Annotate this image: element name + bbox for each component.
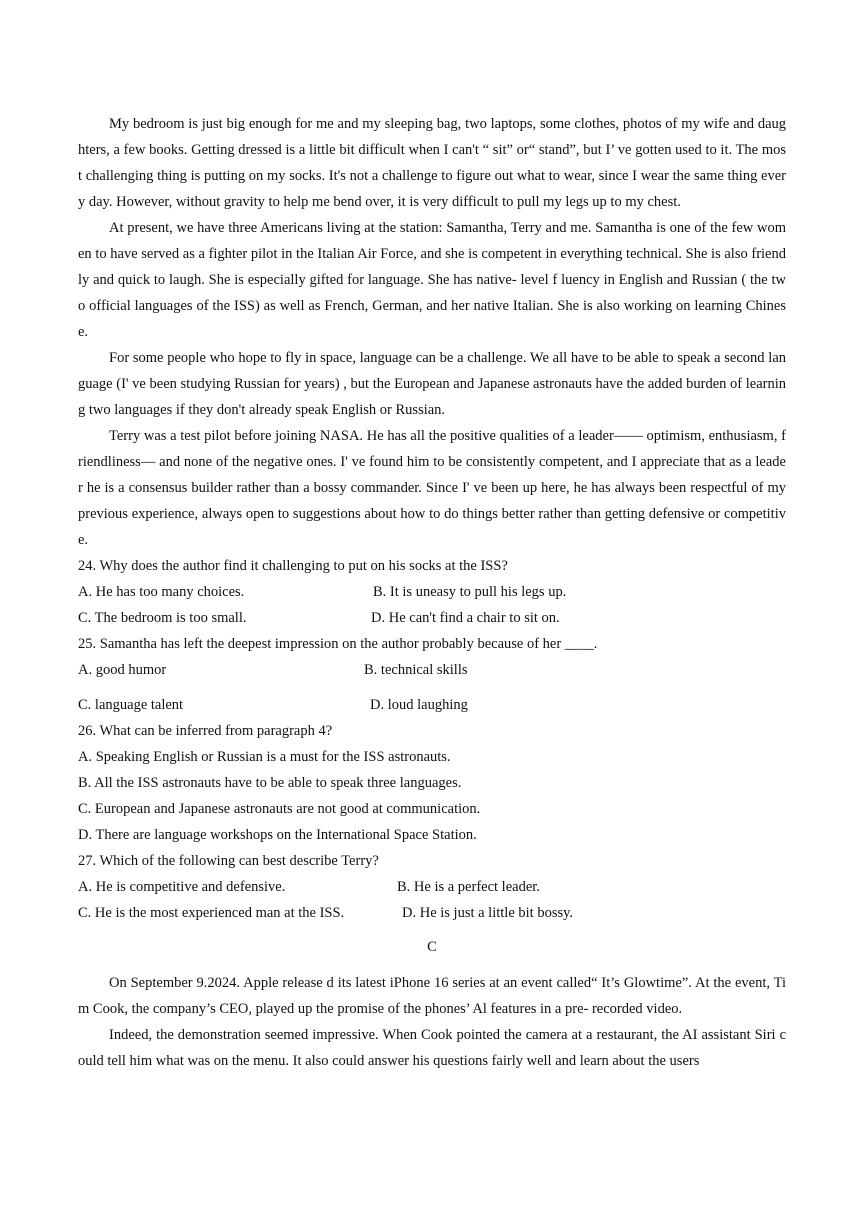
- section-label-c: C: [427, 939, 437, 955]
- passage-c: [78, 970, 786, 1074]
- option-row: [78, 900, 786, 926]
- option-a: A. He is competitive and defensive.: [78, 879, 286, 895]
- question-stem: 24. Why does the author find it challenging to put on his socks at the ISS?: [78, 558, 508, 574]
- option-c: C. He is the most experienced man at the ISS.: [78, 905, 345, 921]
- option-a: A. Speaking English or Russian is a must for the ISS astronauts.: [78, 749, 451, 765]
- option-row: [78, 579, 786, 605]
- paragraph-2: Indeed, the demonstration seemed impressive. When Cook pointed the camera at a restaurant, the AI assistant Siri could tell him what was on the menu. It also could answer his questions fairly well and learn about the users: [78, 1027, 786, 1069]
- question-stem: 25. Samantha has left the deepest impression on the author probably because of her ____.: [78, 636, 598, 652]
- option-a: A. He has too many choices.: [78, 584, 245, 600]
- option-b: B. It is uneasy to pull his legs up.: [373, 584, 567, 600]
- option-row: [78, 605, 786, 631]
- option-d: D. There are language workshops on the International Space Station.: [78, 827, 477, 843]
- document-page: [78, 111, 786, 1074]
- paragraph-1: On September 9.2024. Apple release d its latest iPhone 16 series at an event called“ It’s Glowtime”. At the event, Tim Cook, the company’s CEO, played up the promise of the phones’ Al features in a pre- recorded video.: [78, 975, 786, 1017]
- paragraph-3: For some people who hope to fly in space, language can be a challenge. We all have to be able to speak a second language (I' ve been studying Russian for years) , but the European and Japanese astronauts have the added burden of learning two languages if they don't already speak English or Russian.: [78, 350, 786, 418]
- question-stem: 27. Which of the following can best describe Terry?: [78, 853, 379, 869]
- option-c: C. European and Japanese astronauts are not good at communication.: [78, 801, 481, 817]
- option-a: A. good humor: [78, 662, 167, 678]
- option-row: [78, 692, 786, 718]
- option-b: B. technical skills: [364, 662, 468, 678]
- option-c: C. language talent: [78, 697, 184, 713]
- passage-b: [78, 111, 786, 553]
- option-d: D. He is just a little bit bossy.: [402, 905, 574, 921]
- paragraph-1: My bedroom is just big enough for me and my sleeping bag, two laptops, some clothes, photos of my wife and daughters, a few books. Getting dressed is a little bit difficult when I can't “ sit” or“ stand”, but I’ ve gotten used to it. The most challenging thing is putting on my socks. It's not a challenge to figure out what to wear, since I wear the same thing every day. However, without gravity to help me bend over, it is very difficult to pull my legs up to my chest.: [78, 116, 786, 210]
- option-b: B. All the ISS astronauts have to be able to speak three languages.: [78, 775, 462, 791]
- option-d: D. loud laughing: [370, 697, 468, 713]
- paragraph-4: Terry was a test pilot before joining NASA. He has all the positive qualities of a leader—— optimism, enthusiasm, friendliness— and none of the negative ones. I' ve found him to be consistently competent, and I appreciate that as a leader he is a consensus builder rather than a bossy commander. Since I' ve been up here, he has always been respectful of my previous experience, always open to suggestions about how to do things better rather than getting defensive or competitive.: [78, 428, 786, 548]
- question-stem: 26. What can be inferred from paragraph 4?: [78, 723, 333, 739]
- question-24: [78, 553, 786, 631]
- option-b: B. He is a perfect leader.: [397, 879, 540, 895]
- option-c: C. The bedroom is too small.: [78, 610, 247, 626]
- question-26: [78, 718, 786, 848]
- option-row: [78, 657, 786, 683]
- paragraph-2: At present, we have three Americans living at the station: Samantha, Terry and me. Samantha is one of the few women to have served as a fighter pilot in the Italian Air Force, and she is competent in everything technical. She is also friendly and quick to laugh. She is especially gifted for language. She has native- level f luency in English and Russian ( the two official languages of the ISS) as well as French, German, and her native Italian. She is also working on learning Chinese.: [78, 220, 786, 340]
- option-d: D. He can't find a chair to sit on.: [371, 610, 560, 626]
- question-27: [78, 848, 786, 926]
- question-25: [78, 631, 786, 718]
- option-row: [78, 874, 786, 900]
